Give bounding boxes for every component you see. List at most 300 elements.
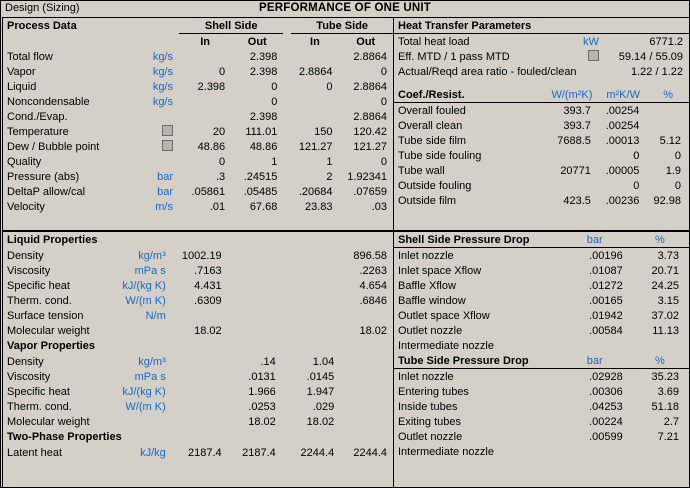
table-row [394, 414, 689, 429]
row-label: Outside film [398, 194, 457, 207]
table-row [3, 293, 393, 308]
cell-value[interactable] [291, 94, 338, 109]
row-unit-temperature [127, 124, 179, 139]
cell-value[interactable] [179, 94, 231, 109]
row-label: Actual/Reqd area ratio - fouled/clean [398, 65, 577, 78]
table-row [3, 199, 393, 214]
cell-value[interactable]: .6846 [359, 294, 387, 307]
cell-value[interactable]: 0 [633, 179, 640, 192]
table-row [3, 139, 393, 154]
cell-value[interactable] [228, 248, 282, 263]
cell-value[interactable]: 150 [314, 125, 333, 138]
cell-value[interactable]: 2.8864 [353, 110, 387, 123]
table-row [3, 445, 393, 460]
row-label: Latent heat [7, 446, 63, 459]
cell-value[interactable] [228, 293, 282, 308]
row-label: Liquid [7, 80, 37, 93]
cell-value[interactable]: 2.8864 [298, 65, 333, 78]
table-row [394, 193, 689, 208]
table-row [394, 399, 689, 414]
row-unit [116, 323, 172, 338]
cell-value[interactable]: 1.947 [306, 385, 335, 398]
row-label: Total heat load [398, 35, 470, 48]
table-row [3, 263, 393, 278]
cell-value[interactable]: 24.25 [651, 279, 679, 292]
cell-value[interactable]: 1 [271, 155, 278, 168]
cell-value[interactable]: .03 [371, 200, 387, 213]
table-row [3, 49, 393, 64]
cell-value[interactable]: .01272 [589, 279, 623, 292]
cell-value[interactable] [340, 354, 393, 369]
cell-value[interactable]: 1.92341 [347, 170, 387, 183]
cell-value[interactable] [228, 263, 282, 278]
cell-value[interactable]: 0 [219, 65, 226, 78]
row-label: DeltaP allow/cal [7, 185, 86, 198]
table-row [3, 154, 393, 169]
row-unit: bar [157, 185, 173, 198]
cell-value[interactable]: 2187.4 [188, 446, 222, 459]
row-label: Overall fouled [398, 104, 466, 117]
pct-header: % [647, 87, 689, 103]
cell-value[interactable] [340, 308, 393, 323]
row-unit: W/(m K) [125, 400, 166, 413]
cell-value[interactable]: 18.02 [194, 324, 222, 337]
cell-value[interactable] [228, 323, 282, 338]
cell-value[interactable]: .00306 [589, 385, 623, 398]
pressure-drop-panel [393, 231, 690, 488]
cell-value[interactable] [545, 178, 599, 193]
cell-value[interactable]: .04253 [589, 400, 623, 413]
cell-value[interactable]: 7688.5 [557, 134, 591, 147]
row-label: Density [7, 355, 44, 368]
row-label: Entering tubes [398, 385, 469, 398]
cell-value[interactable]: 2 [326, 170, 333, 183]
cell-value[interactable] [287, 293, 340, 308]
cell-value[interactable] [172, 369, 228, 384]
cell-value[interactable]: 4.654 [359, 279, 387, 292]
cell-value[interactable]: 0 [380, 95, 387, 108]
fluid-properties-panel [2, 231, 394, 488]
table-row [394, 444, 689, 459]
cell-value[interactable]: .05861 [191, 185, 226, 198]
tube-side-group-header: Tube Side [291, 18, 393, 34]
cell-value[interactable]: 121.27 [298, 140, 333, 153]
cell-value[interactable]: 0 [380, 65, 387, 78]
row-label: Temperature [7, 125, 69, 138]
cell-value[interactable] [287, 278, 340, 293]
cell-value[interactable] [172, 399, 228, 414]
table-row [3, 79, 393, 94]
process-data-panel [2, 17, 394, 231]
table-row [3, 308, 393, 323]
cell-value[interactable] [340, 399, 393, 414]
cell-value[interactable] [545, 148, 599, 163]
row-label: Dew / Bubble point [7, 140, 100, 153]
row-unit [127, 154, 179, 169]
row-unit: mPa s [134, 370, 166, 383]
row-label: Pressure (abs) [7, 170, 80, 183]
table-row [394, 278, 689, 293]
resist-units-header: m²K/W [599, 87, 647, 103]
row-label: Outlet nozzle [398, 324, 463, 337]
cell-value[interactable]: 20.71 [651, 264, 679, 277]
row-label: Exiting tubes [398, 415, 461, 428]
row-label: Specific heat [7, 385, 70, 398]
table-row [3, 109, 393, 124]
cell-value[interactable]: 2187.4 [242, 446, 276, 459]
cell-value[interactable]: 0 [380, 155, 387, 168]
cell-value[interactable]: 2.398 [249, 65, 278, 78]
cell-value[interactable]: .2263 [359, 264, 387, 277]
col-header-shell-out: Out [247, 35, 267, 48]
cell-value[interactable]: 0 [219, 155, 226, 168]
cell-value[interactable]: 1.22 / 1.22 [631, 65, 683, 78]
table-row [3, 184, 393, 199]
cell-value[interactable]: .01087 [589, 264, 623, 277]
cell-value[interactable]: 51.18 [651, 400, 679, 413]
table-row [394, 429, 689, 444]
row-label: Vapor [7, 65, 36, 78]
cell-value[interactable] [631, 338, 689, 353]
cell-value[interactable]: 37.02 [651, 309, 679, 322]
col-header-shell-in: In [200, 35, 210, 48]
row-label: Inlet nozzle [398, 249, 454, 262]
row-label: Velocity [7, 200, 45, 213]
cell-value[interactable]: 1 [326, 155, 333, 168]
table-row [3, 94, 393, 109]
cell-value[interactable]: 7.21 [657, 430, 679, 443]
row-label: Inlet space Xflow [398, 264, 482, 277]
cell-value[interactable]: 2.398 [249, 110, 278, 123]
table-row [394, 384, 689, 399]
table-row [394, 49, 689, 64]
cell-value[interactable] [228, 278, 282, 293]
cell-value[interactable]: 1002.19 [181, 249, 222, 262]
cell-value[interactable]: 2.398 [197, 80, 226, 93]
cell-value[interactable]: 3.73 [657, 249, 679, 262]
cell-value[interactable]: 0 [326, 80, 333, 93]
table-row [3, 399, 393, 414]
cell-value[interactable] [287, 248, 340, 263]
cell-value[interactable]: .00254 [605, 119, 640, 132]
table-row [394, 248, 689, 264]
degree-symbol-icon [162, 140, 173, 151]
cell-value[interactable] [647, 103, 689, 119]
heat-transfer-panel [393, 17, 690, 231]
cell-value[interactable]: 0 [674, 149, 681, 162]
row-unit [116, 414, 172, 429]
cell-value[interactable] [559, 444, 631, 459]
cell-value[interactable]: .00254 [605, 104, 640, 117]
cell-value[interactable]: 393.7 [563, 119, 591, 132]
row-label: Intermediate nozzle [398, 445, 494, 458]
cell-value[interactable]: 59.14 / 55.09 [618, 50, 683, 63]
cell-value[interactable]: 20771 [560, 164, 591, 177]
cell-value[interactable]: 92.98 [653, 194, 681, 207]
row-label: Quality [7, 155, 42, 168]
cell-value[interactable] [179, 109, 231, 124]
row-unit: bar [157, 170, 173, 183]
cell-value[interactable]: .00005 [605, 164, 640, 177]
row-unit: W/(m K) [125, 294, 166, 307]
row-label: Viscosity [7, 370, 51, 383]
row-label: Density [7, 249, 44, 262]
row-label: Intermediate nozzle [398, 339, 494, 352]
row-label: Cond./Evap. [7, 110, 68, 123]
table-row [3, 169, 393, 184]
table-row [3, 354, 393, 369]
liquid-properties-title: Liquid Properties [7, 234, 98, 246]
cell-value[interactable] [172, 384, 228, 399]
row-unit: mPa s [134, 264, 166, 277]
process-data-section-title: Process Data [7, 19, 77, 32]
degree-symbol-icon [162, 125, 173, 136]
table-row [3, 248, 393, 263]
cell-value[interactable]: .00236 [605, 194, 640, 207]
row-unit: N/m [145, 309, 166, 322]
tube-pressure-drop-title: Tube Side Pressure Drop [394, 353, 559, 369]
two-phase-properties-title: Two-Phase Properties [7, 431, 122, 443]
cell-value[interactable]: 121.27 [353, 140, 387, 153]
cell-value[interactable]: .07659 [353, 185, 387, 198]
heat-transfer-table [394, 18, 689, 208]
cell-value[interactable] [647, 118, 689, 133]
row-unit: kJ/kg [140, 446, 166, 459]
table-row [394, 293, 689, 308]
table-row [394, 178, 689, 193]
page-title: PERFORMANCE OF ONE UNIT [259, 2, 431, 14]
cell-value[interactable]: .05485 [243, 185, 278, 198]
cell-value[interactable]: 4.431 [194, 279, 222, 292]
cell-value[interactable]: 120.42 [353, 125, 387, 138]
table-row [3, 278, 393, 293]
row-label: Noncondensable [7, 95, 90, 108]
table-row [3, 414, 393, 429]
table-row [394, 103, 689, 119]
cell-value[interactable]: 18.02 [306, 415, 335, 428]
cell-value[interactable] [559, 338, 631, 353]
cell-value[interactable]: 2244.4 [300, 446, 335, 459]
cell-value[interactable]: 2.8864 [353, 50, 387, 63]
shell-pressure-drop-title: Shell Side Pressure Drop [394, 232, 559, 248]
table-row [394, 308, 689, 323]
cell-value[interactable]: 111.01 [245, 125, 278, 138]
cell-value[interactable]: 2.398 [249, 50, 278, 63]
cell-value[interactable]: 23.83 [304, 200, 333, 213]
row-unit: kg/s [152, 95, 173, 108]
cell-value[interactable]: .14 [260, 355, 276, 368]
cell-value[interactable] [340, 369, 393, 384]
process-data-col-header-row [3, 34, 393, 50]
row-unit: m/s [155, 200, 173, 213]
row-unit: kJ/(kg K) [122, 385, 166, 398]
cell-value[interactable]: 35.23 [651, 370, 679, 383]
vapor-properties-title: Vapor Properties [7, 340, 96, 352]
row-label: Tube side fouling [398, 149, 482, 162]
cell-value[interactable]: 3.69 [657, 385, 679, 398]
cell-value[interactable]: 0 [633, 149, 640, 162]
shell-pd-header-row [394, 232, 689, 248]
cell-value[interactable]: 2244.4 [353, 446, 387, 459]
cell-value[interactable] [172, 414, 228, 429]
col-header-tube-out: Out [356, 35, 376, 48]
cell-value[interactable]: 48.86 [249, 140, 278, 153]
cell-value[interactable]: .00584 [589, 324, 623, 337]
row-label: Viscosity [7, 264, 51, 277]
table-row [3, 384, 393, 399]
pressure-drop-table [394, 232, 689, 459]
tube-pd-header-row [394, 353, 689, 369]
cell-value[interactable]: 393.7 [563, 104, 591, 117]
row-unit: kW [583, 35, 599, 48]
row-label: Tube side film [398, 134, 467, 147]
cell-value[interactable] [631, 444, 689, 459]
row-label: Surface tension [7, 309, 84, 322]
spacer-row [394, 79, 689, 87]
twophase-section-title-row [3, 429, 393, 445]
liquid-section-title-row [3, 232, 393, 248]
table-row [394, 133, 689, 148]
shell-side-group-header: Shell Side [179, 18, 283, 34]
cell-value[interactable]: 896.58 [353, 249, 387, 262]
cell-value[interactable]: 0 [674, 179, 681, 192]
cell-value[interactable]: .00196 [589, 249, 623, 262]
vapor-section-title-row [3, 338, 393, 354]
cell-value[interactable]: 67.68 [249, 200, 278, 213]
row-label: Outlet space Xflow [398, 309, 490, 322]
cell-value[interactable]: .00599 [589, 430, 623, 443]
row-label: Therm. cond. [7, 294, 72, 307]
cell-value[interactable]: 20 [212, 125, 226, 138]
cell-value[interactable]: 1.966 [248, 385, 276, 398]
process-data-group-header-row [3, 18, 393, 34]
table-row [394, 34, 689, 50]
tube-pd-pct-header: % [631, 353, 689, 369]
row-label: Outlet nozzle [398, 430, 463, 443]
row-unit: kg/s [152, 65, 173, 78]
row-label: Baffle Xflow [398, 279, 456, 292]
coef-resist-title: Coef./Resist. [394, 87, 545, 103]
cell-value[interactable] [172, 308, 228, 323]
table-row [394, 118, 689, 133]
cell-value[interactable]: .0145 [306, 370, 335, 383]
row-label: Molecular weight [7, 415, 90, 428]
cell-value[interactable]: 1.04 [312, 355, 335, 368]
cell-value[interactable]: .7163 [194, 264, 222, 277]
title-bar [1, 1, 689, 16]
cell-value[interactable]: .3 [215, 170, 226, 183]
cell-value[interactable] [228, 308, 282, 323]
cell-value[interactable]: 2.8864 [353, 80, 387, 93]
cell-value[interactable]: 11.13 [652, 324, 679, 337]
cell-value[interactable]: .0253 [248, 400, 276, 413]
shell-pd-pct-header: % [631, 232, 689, 248]
degree-symbol-icon [588, 50, 599, 61]
cell-value[interactable]: 18.02 [359, 324, 387, 337]
table-row [394, 369, 689, 385]
row-label: Inside tubes [398, 400, 458, 413]
cell-value[interactable]: 2.7 [663, 415, 679, 428]
cell-value[interactable]: .00224 [589, 415, 623, 428]
col-header-tube-in: In [310, 35, 320, 48]
row-label: Baffle window [398, 294, 466, 307]
cell-value[interactable]: .01942 [589, 309, 623, 322]
cell-value[interactable] [179, 49, 231, 64]
shell-pd-unit-header: bar [559, 232, 631, 248]
cell-value[interactable] [340, 384, 393, 399]
table-row [394, 163, 689, 178]
cell-value[interactable]: 0 [271, 95, 278, 108]
cell-value[interactable]: 5.12 [659, 134, 681, 147]
cell-value[interactable]: .6309 [194, 294, 222, 307]
cell-value[interactable]: 1.9 [665, 164, 681, 177]
cell-value[interactable] [287, 263, 340, 278]
cell-value[interactable]: .01 [209, 200, 226, 213]
window-mode-label: Design (Sizing) [5, 2, 80, 14]
row-unit: kg/s [152, 50, 173, 63]
cell-value[interactable] [340, 414, 393, 429]
heat-transfer-title-row [394, 18, 689, 34]
cell-value[interactable]: 0 [271, 80, 278, 93]
row-label: Total flow [7, 50, 53, 63]
cell-value[interactable] [287, 323, 340, 338]
row-unit [127, 109, 179, 124]
row-unit: kg/m³ [138, 355, 166, 368]
coef-units-header: W/(m²K) [545, 87, 599, 103]
row-label: Outside fouling [398, 179, 472, 192]
row-label: Specific heat [7, 279, 70, 292]
cell-value[interactable]: 6771.2 [649, 35, 683, 48]
cell-value[interactable]: .00165 [589, 294, 623, 307]
cell-value[interactable]: .029 [312, 400, 335, 413]
cell-value[interactable] [287, 308, 340, 323]
cell-value[interactable]: .02928 [589, 370, 623, 383]
row-label: Tube wall [398, 164, 445, 177]
cell-value[interactable]: 423.5 [563, 194, 591, 207]
cell-value[interactable]: 3.15 [657, 294, 679, 307]
table-row [3, 64, 393, 79]
table-row [394, 64, 689, 79]
row-label: Molecular weight [7, 324, 90, 337]
row-label: Eff. MTD / 1 pass MTD [398, 50, 510, 63]
row-unit: kg/m³ [138, 249, 166, 262]
row-unit-mtd [545, 49, 599, 64]
cell-value[interactable]: 48.86 [197, 140, 226, 153]
row-unit: kJ/(kg K) [122, 279, 166, 292]
cell-value[interactable]: .24515 [243, 170, 278, 183]
cell-value[interactable] [291, 49, 338, 64]
table-row [3, 323, 393, 338]
cell-value[interactable] [291, 109, 338, 124]
table-row [394, 323, 689, 338]
row-label: Therm. cond. [7, 400, 72, 413]
row-unit: kg/s [152, 80, 173, 93]
row-label: Inlet nozzle [398, 370, 454, 383]
cell-value[interactable] [172, 354, 228, 369]
cell-value[interactable]: .20684 [298, 185, 333, 198]
cell-value[interactable]: 18.02 [248, 415, 276, 428]
tube-pd-unit-header: bar [559, 353, 631, 369]
coef-header-row [394, 87, 689, 103]
heat-transfer-section-title: Heat Transfer Parameters [394, 18, 689, 34]
cell-value[interactable]: .0131 [248, 370, 276, 383]
row-unit-dewpoint [127, 139, 179, 154]
table-row [3, 369, 393, 384]
table-row [394, 148, 689, 163]
fluid-properties-table [3, 232, 393, 460]
table-row [3, 124, 393, 139]
cell-value[interactable]: .00013 [605, 134, 640, 147]
